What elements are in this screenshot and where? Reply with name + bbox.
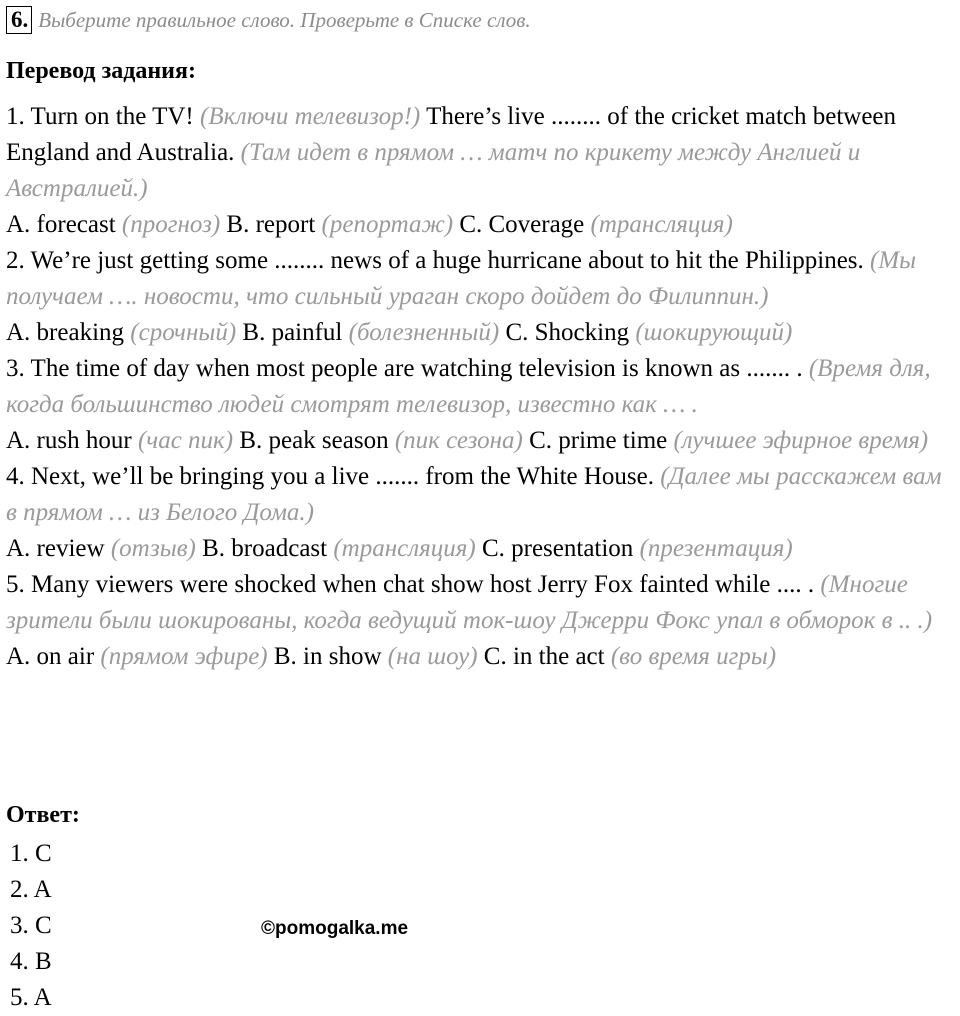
option-2c-translation: (шокирующий) [635, 319, 793, 346]
question-1 [6, 99, 954, 207]
option-5a: A. on air [6, 643, 95, 670]
question-2-translation: (Мы получаем …. новости, что сильный ураган скоро дойдет до Филиппин.) [6, 247, 917, 310]
option-4c: C. presentation [481, 535, 634, 562]
answer-title: Ответ: [6, 802, 80, 828]
question-1-text-continued: There’s live ........ of the cricket match between England and Australia. [6, 103, 897, 166]
task-header [6, 6, 531, 38]
option-3b: B. peak season [239, 427, 389, 454]
option-4b: B. broadcast [202, 535, 328, 562]
option-3c: C. prime time [529, 427, 668, 454]
option-3b-translation: (пик сезона) [394, 427, 523, 454]
question-5-options [6, 639, 954, 675]
answer-item: 5. A [10, 984, 52, 1011]
question-4-text: 4. Next, we’ll be bringing you a live ....... from the White House. [6, 463, 655, 490]
option-4b-translation: (трансляция) [333, 535, 476, 562]
question-2-options [6, 315, 954, 351]
option-2a: A. breaking [6, 319, 125, 346]
answer-item: 2. A [10, 876, 52, 903]
question-3-translation: (Время для, когда большинство людей смотрят телевизор, известно как … . [6, 355, 931, 418]
question-5-text: 5. Many viewers were shocked when chat show host Jerry Fox fainted while .... . [6, 571, 815, 598]
option-5c-translation: (во время игры) [610, 643, 777, 670]
option-5c: C. in the act [483, 643, 605, 670]
question-1-translation: (Включи телевизор!) [200, 103, 421, 130]
option-1c: C. Coverage [459, 211, 585, 238]
option-4a: A. review [6, 535, 105, 562]
option-5b-translation: (на шоу) [387, 643, 478, 670]
option-1c-translation: (трансляция) [590, 211, 733, 238]
option-2c: C. Shocking [505, 319, 630, 346]
question-5 [6, 567, 954, 639]
task-instruction: Выберите правильное слово. Проверьте в Списке слов. [38, 8, 531, 32]
question-1-translation-continued: (Там идет в прямом … матч по крикету между Англией и Австралией.) [6, 139, 861, 202]
answer-item: 1. C [10, 840, 52, 867]
answer-list [10, 836, 52, 1016]
option-1b-translation: (репортаж) [321, 211, 454, 238]
question-5-translation: (Многие зрители были шокированы, когда ведущий ток-шоу Джерри Фокс упал в обморок в .. .) [6, 571, 933, 634]
site-watermark: ©pomogalka.me [261, 918, 409, 939]
answer-item: 4. B [10, 948, 52, 975]
option-3a: A. rush hour [6, 427, 132, 454]
option-1a: A. forecast [6, 211, 116, 238]
answer-item: 3. C [10, 912, 52, 939]
option-3c-translation: (лучшее эфирное время) [673, 427, 929, 454]
question-2 [6, 243, 954, 315]
question-3 [6, 351, 954, 423]
option-2a-translation: (срочный) [130, 319, 237, 346]
question-1-text: 1. Turn on the TV! [6, 103, 194, 130]
task-number-box: 6. [6, 6, 32, 34]
question-3-text: 3. The time of day when most people are watching television is known as ....... . [6, 355, 803, 382]
option-1a-translation: (прогноз) [121, 211, 221, 238]
option-2b-translation: (болезненный) [348, 319, 500, 346]
task-body [6, 99, 954, 675]
question-1-options [6, 207, 954, 243]
question-2-text: 2. We’re just getting some ........ news of a huge hurricane about to hit the Philippines. [6, 247, 864, 274]
question-4-options [6, 531, 954, 567]
question-3-options [6, 423, 954, 459]
question-4 [6, 459, 954, 531]
translation-title: Перевод задания: [6, 58, 196, 84]
question-4-translation: (Далее мы расскажем вам в прямом … из Белого Дома.) [6, 463, 942, 526]
option-4c-translation: (презентация) [639, 535, 793, 562]
option-3a-translation: (час пик) [137, 427, 234, 454]
option-4a-translation: (отзыв) [110, 535, 196, 562]
option-2b: B. painful [242, 319, 343, 346]
option-1b: B. report [226, 211, 316, 238]
option-5b: B. in show [273, 643, 382, 670]
option-5a-translation: (прямом эфире) [100, 643, 268, 670]
